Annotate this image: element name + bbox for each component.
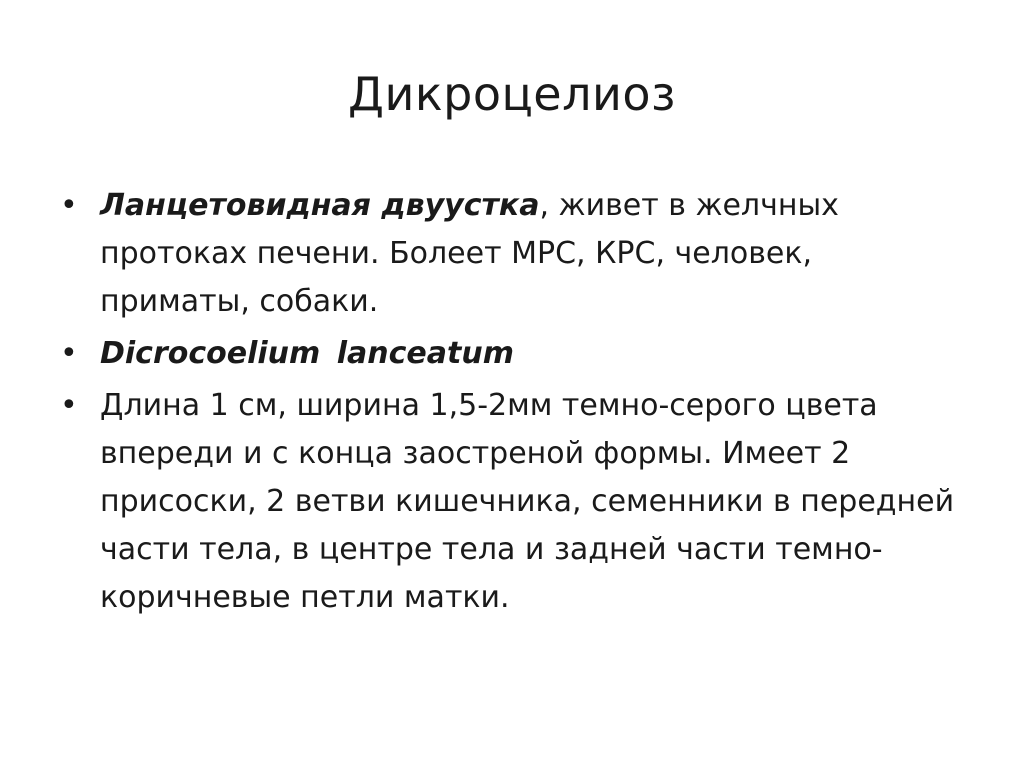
bullet-item-latin-name <box>60 330 960 378</box>
bullet-item-parasite-description <box>60 182 960 326</box>
bullet-icon: • <box>60 188 78 223</box>
bullet-icon: • <box>60 336 78 371</box>
slide-title: Дикроцелиоз <box>348 67 676 121</box>
bullet-list <box>60 182 960 626</box>
bullet-text: , живет в желчных протоках печени. Болеет МРС, КРС, человек, приматы, собаки. <box>100 188 839 319</box>
bullet-item-morphology <box>60 382 960 622</box>
bullet-text: Длина 1 см, ширина 1,5-2мм темно-серого цвета впереди и с конца заостреной формы. Имеет 2 присоски, 2 ветви кишечника, семенники в передней части тела, в центре тела и задней части темно-коричневые петли матки. <box>100 388 955 615</box>
parasite-common-name: Ланцетовидная двуустка <box>100 188 540 223</box>
bullet-icon: • <box>60 388 78 423</box>
parasite-latin-name: Dicrocoelium lanceatum <box>100 336 514 371</box>
